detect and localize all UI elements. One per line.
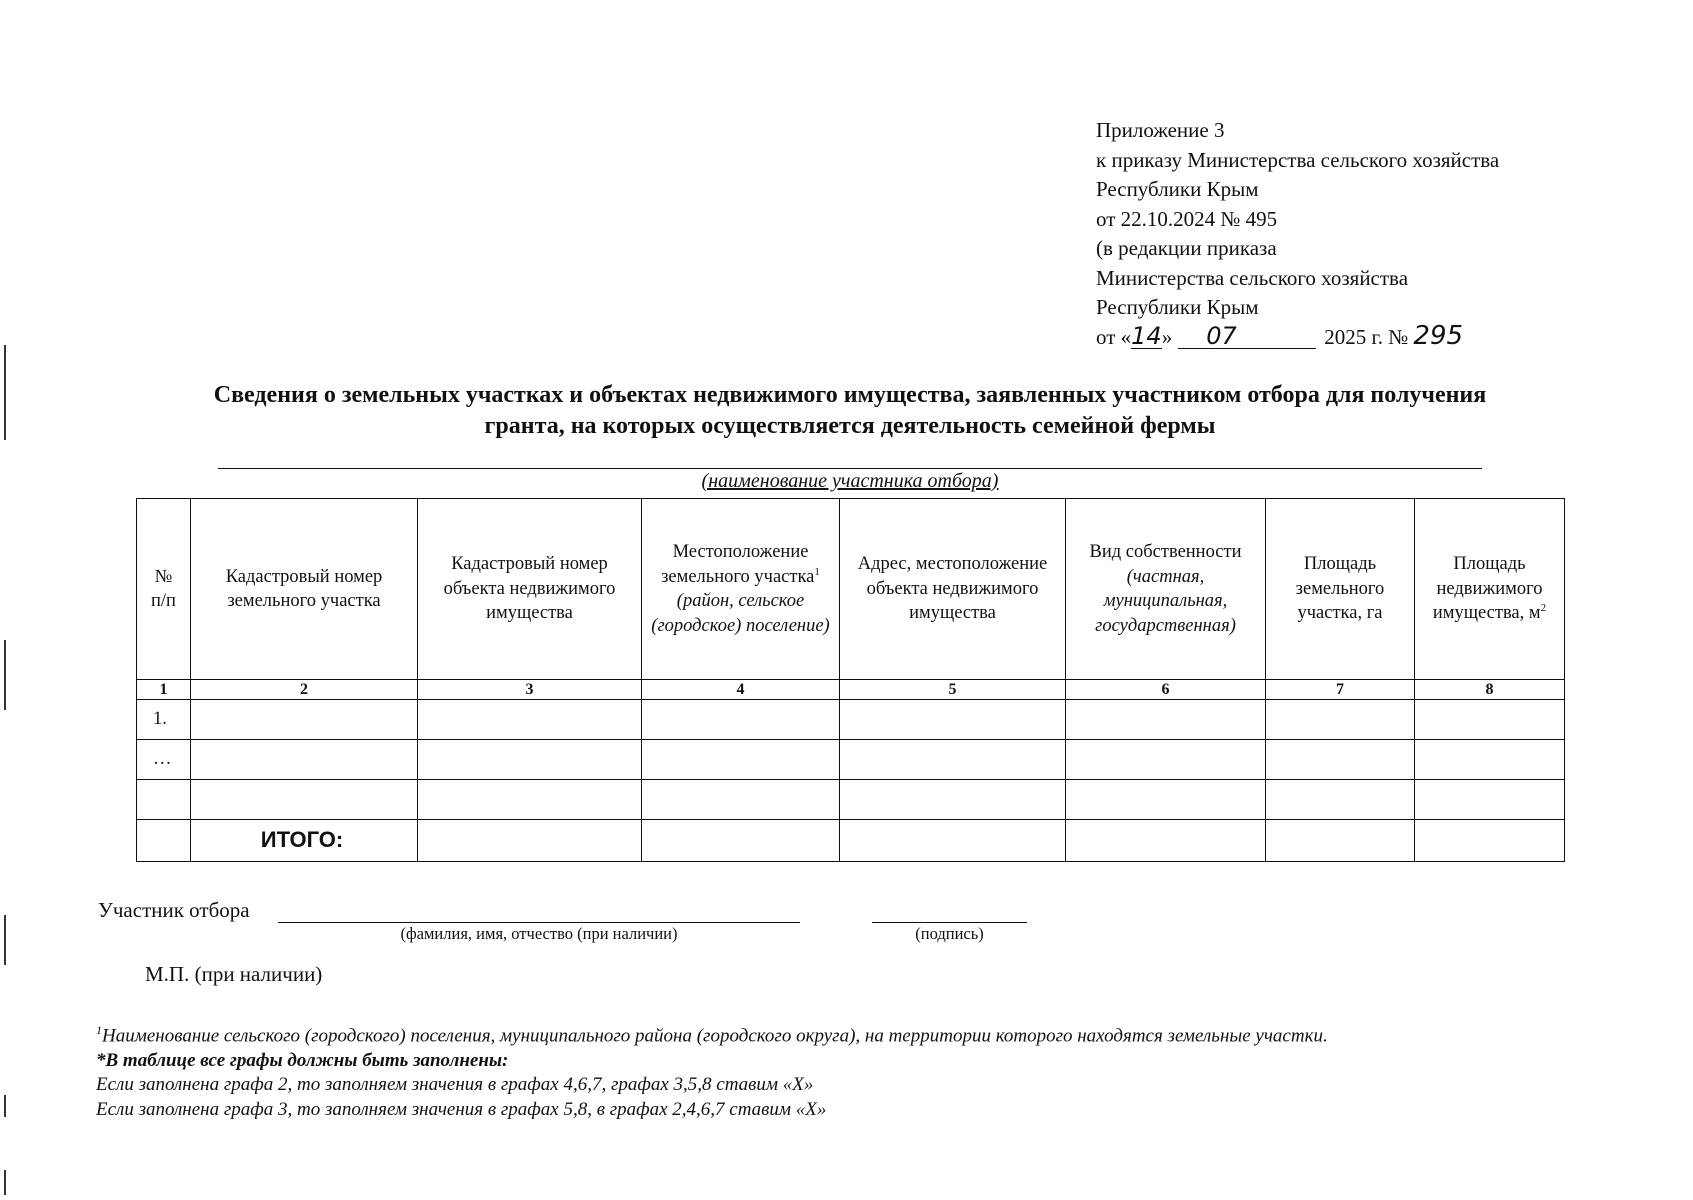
table-cell	[840, 740, 1066, 780]
scan-mark	[4, 915, 6, 965]
header-land-area: Площадь земельного участка, га	[1266, 499, 1415, 680]
table-cell	[418, 700, 642, 740]
handwritten-order-number: 295	[1413, 320, 1464, 351]
appendix-line: Республики Крым	[1096, 295, 1259, 319]
table-cell	[191, 780, 418, 820]
table-cell	[642, 700, 840, 740]
appendix-line: Министерства сельского хозяйства	[1096, 265, 1409, 290]
table-cell	[1415, 740, 1565, 780]
table-cell	[1415, 780, 1565, 820]
column-number: 1	[137, 680, 191, 700]
appendix-line: от 22.10.2024 № 495	[1096, 206, 1278, 231]
column-number: 6	[1066, 680, 1266, 700]
total-label: ИТОГО:	[191, 820, 418, 862]
required-note: *В таблице все графы должны быть заполнены:	[96, 1049, 509, 1071]
appendix-line: Республики Крым	[1096, 177, 1259, 201]
footnote-text: Наименование сельского (городского) поселения, муниципального района (городского округа), на территории которого находятся земельные участки.	[102, 1025, 1328, 1047]
table-cell	[1415, 820, 1565, 862]
row-number: 1.	[137, 700, 191, 740]
table-cell	[418, 820, 642, 862]
table-cell	[1266, 700, 1415, 740]
appendix-line: к приказу Министерства сельского хозяйства	[1096, 147, 1500, 172]
unit-superscript: 2	[1540, 602, 1547, 615]
row-number: …	[137, 740, 191, 780]
fullname-caption: (фамилия, имя, отчество (при наличии)	[400, 924, 678, 943]
table-cell	[1066, 740, 1266, 780]
table-cell	[1066, 700, 1266, 740]
participant-name-line	[218, 468, 1482, 469]
footnote-mark: 1	[96, 1023, 102, 1037]
table-cell	[1266, 820, 1415, 862]
column-number: 7	[1266, 680, 1415, 700]
header-land-location-hint: (район, сельское (городское) поселение)	[651, 591, 830, 636]
table-cell	[191, 740, 418, 780]
footnote-mark: 1	[814, 565, 820, 578]
handwritten-month: 07	[1178, 324, 1316, 349]
row-number	[137, 780, 191, 820]
table-cell	[642, 820, 840, 862]
header-land-location-main: Местоположение земельного участка	[661, 542, 815, 587]
signature-line	[872, 922, 1027, 923]
fill-rule: Если заполнена графа 2, то заполняем значения в графах 4,6,7, графах 3,5,8 ставим «Х»	[96, 1074, 814, 1096]
document-title	[90, 380, 1610, 442]
table-cell	[191, 700, 418, 740]
table-cell	[1266, 740, 1415, 780]
participant-name-caption: (наименование участника отбора)	[701, 470, 999, 492]
column-number: 8	[1415, 680, 1565, 700]
stamp-place: М.П. (при наличии)	[145, 962, 323, 986]
column-number: 2	[191, 680, 418, 700]
header-number	[137, 499, 191, 680]
title-line: Сведения о земельных участках и объектах недвижимого имущества, заявленных участником отбора для получения	[213, 382, 1487, 408]
table-row	[137, 740, 1565, 780]
table-cell	[840, 780, 1066, 820]
header-number-sign: №	[154, 566, 173, 587]
handwritten-day: 14	[1131, 321, 1162, 350]
footnotes	[96, 1018, 1616, 1122]
table-cell	[418, 740, 642, 780]
table-cell	[642, 740, 840, 780]
date-year: 2025 г. №	[1324, 324, 1409, 349]
appendix-line: (в редакции приказа	[1096, 236, 1277, 260]
column-number: 5	[840, 680, 1066, 700]
land-plots-table	[136, 498, 1565, 862]
header-ownership-hint: (частная, муниципальная, государственная)	[1095, 566, 1236, 636]
table-cell	[1415, 700, 1565, 740]
table-header-row	[137, 499, 1565, 680]
header-land-location	[642, 499, 840, 680]
scan-mark	[4, 1170, 6, 1195]
column-number: 4	[642, 680, 840, 700]
signature-caption: (подпись)	[915, 924, 984, 943]
scan-mark	[4, 640, 6, 710]
participant-fullname-line	[278, 922, 800, 923]
title-line: гранта, на которых осуществляется деятельность семейной фермы	[484, 413, 1216, 439]
header-property-area-main: Площадь недвижимого имущества, м	[1432, 554, 1543, 624]
header-number-abbr: п/п	[151, 591, 176, 611]
table-cell	[1066, 820, 1266, 862]
appendix-date-line	[1096, 320, 1676, 353]
header-land-cadastral: Кадастровый номер земельного участка	[191, 499, 418, 680]
header-property-address: Адрес, местоположение объекта недвижимого имущества	[840, 499, 1066, 680]
total-row	[137, 820, 1565, 862]
table-cell	[840, 700, 1066, 740]
footnote-1	[96, 1018, 1616, 1049]
header-property-cadastral: Кадастровый номер объекта недвижимого имущества	[418, 499, 642, 680]
column-number: 3	[418, 680, 642, 700]
header-ownership-type	[1066, 499, 1266, 680]
table-row	[137, 780, 1565, 820]
table-cell	[840, 820, 1066, 862]
table-cell	[1066, 780, 1266, 820]
scan-mark	[4, 345, 6, 440]
table-cell	[642, 780, 840, 820]
date-mid: »	[1161, 324, 1173, 349]
appendix-line: Приложение 3	[1096, 118, 1225, 142]
header-ownership-main: Вид собственности	[1089, 542, 1242, 562]
column-number-row	[137, 680, 1565, 700]
appendix-block	[1096, 116, 1676, 352]
table-cell	[137, 820, 191, 862]
header-property-area	[1415, 499, 1565, 680]
participant-label: Участник отбора	[98, 898, 250, 922]
date-prefix: от «	[1096, 324, 1132, 349]
table-row	[137, 700, 1565, 740]
scan-mark	[4, 1095, 6, 1117]
fill-rule: Если заполнена графа 3, то заполняем значения в графах 5,8, в графах 2,4,6,7 ставим «Х»	[96, 1098, 827, 1120]
table-cell	[418, 780, 642, 820]
table-cell	[1266, 780, 1415, 820]
